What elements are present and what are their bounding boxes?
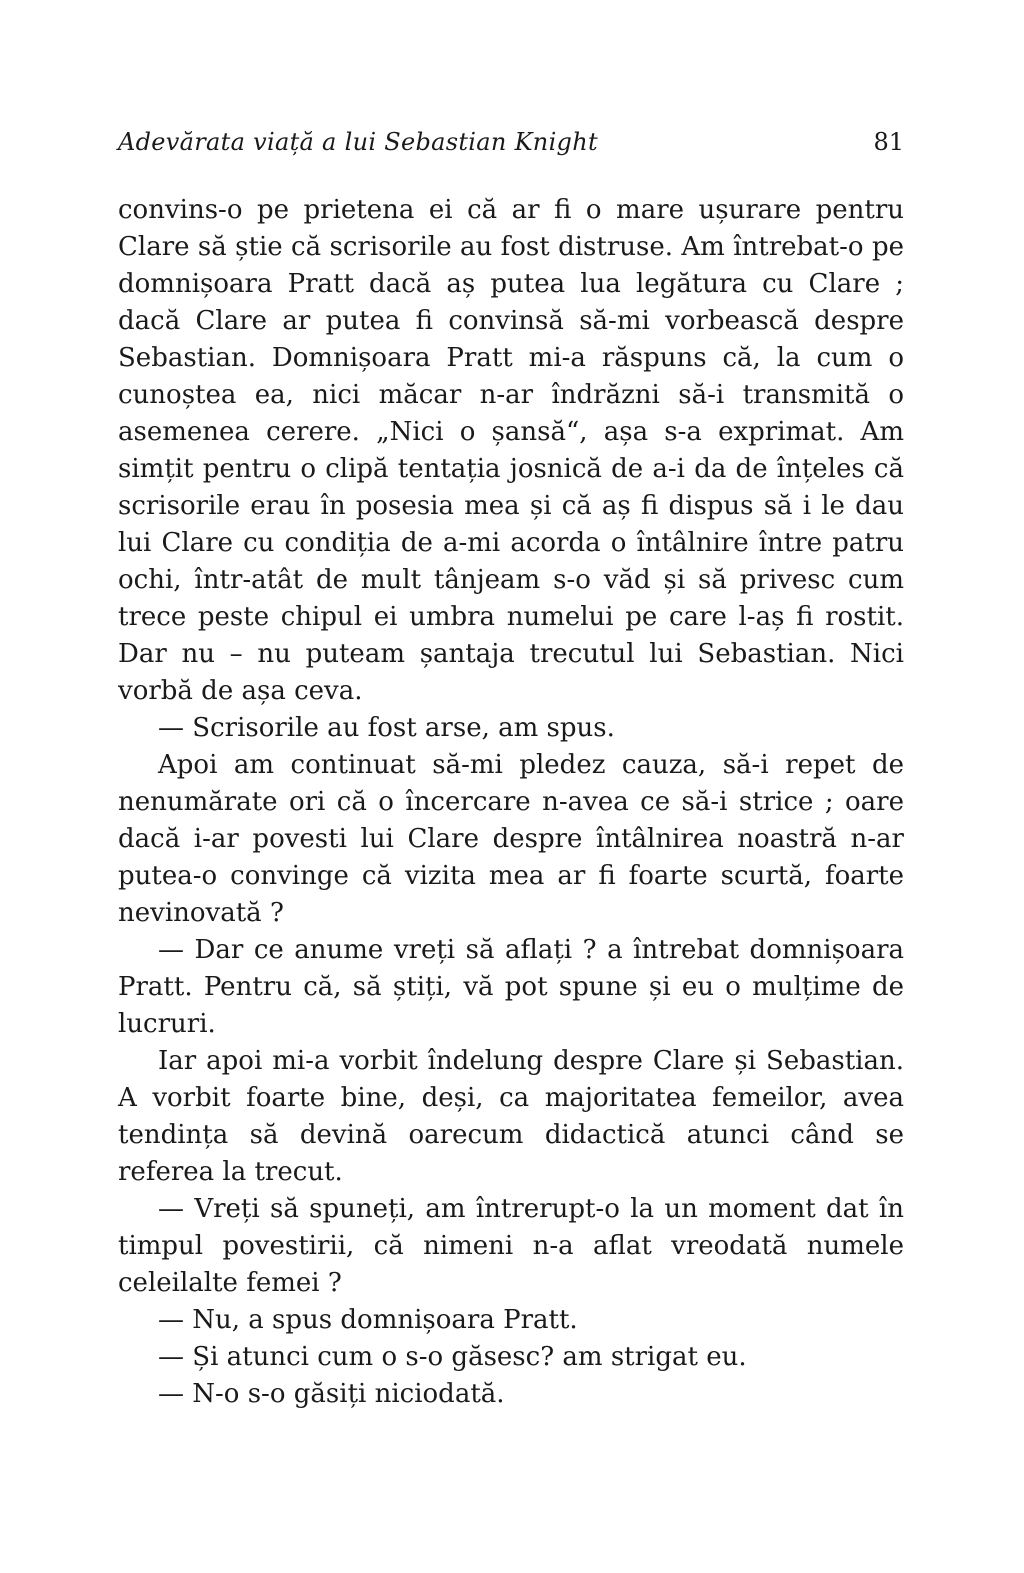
paragraph: Apoi am continuat să-mi pledez cauza, să-i repet de nenumărate ori că o încercare n-avea ce să-i strice ; oare dacă i-ar povesti lui Clare despre întâlnirea noastră n-ar putea-o convinge că vizita mea ar fi foarte scurtă, foarte nevinovată ?: [118, 750, 904, 928]
running-head: [118, 124, 904, 160]
dialogue-line: — Și atunci cum o s-o găsesc? am strigat eu.: [158, 1342, 747, 1372]
dialogue-line: — N-o s-o găsiți niciodată.: [158, 1379, 505, 1409]
paragraph: convins-o pe prietena ei că ar fi o mare ușurare pentru Clare să știe că scrisorile au fost distruse. Am întrebat-o pe domnișoara Pratt dacă aș putea lua legătura cu Clare ; dacă Clare ar putea fi convinsă să-mi vorbească despre Sebastian. Domnișoara Pratt mi-a răspuns că, la cum o cunoștea ea, nici măcar n-ar îndrăzni să-i transmită o asemenea cerere. „Nici o șansă“, așa s-a exprimat. Am simțit pentru o clipă tentația josnică de a-i da de înțeles că scrisorile erau în posesia mea și că aș fi dispus să i le dau lui Clare cu condiția de a-mi acorda o întâlnire între patru ochi, într-atât de mult tânjeam s-o văd și să privesc cum trece peste chipul ei umbra numelui pe care l-aș fi rostit. Dar nu – nu puteam șantaja trecutul lui Sebastian. Nici vorbă de așa ceva.: [118, 195, 904, 706]
paragraph: Iar apoi mi-a vorbit îndelung despre Clare și Sebastian. A vorbit foarte bine, deși, ca majoritatea femeilor, avea tendința să devină oarecum didactică atunci când se referea la trecut.: [118, 1046, 904, 1187]
dialogue-line: — Scrisorile au fost arse, am spus.: [158, 713, 615, 743]
dialogue-line: — Dar ce anume vreți să aflați ? a întrebat domnișoara Pratt. Pentru că, să știți, vă pot spune și eu o mulțime de lucruri.: [118, 935, 904, 1039]
dialogue-line: — Vreți să spuneți, am întrerupt-o la un moment dat în timpul povestirii, că nimeni n-a aflat vreodată numele celeilalte femei ?: [118, 1194, 904, 1298]
body-text: [118, 192, 904, 1413]
page-number: 81: [873, 128, 904, 156]
dialogue-line: — Nu, a spus domnișoara Pratt.: [158, 1305, 578, 1335]
running-title: Adevărata viață a lui Sebastian Knight: [118, 128, 598, 156]
